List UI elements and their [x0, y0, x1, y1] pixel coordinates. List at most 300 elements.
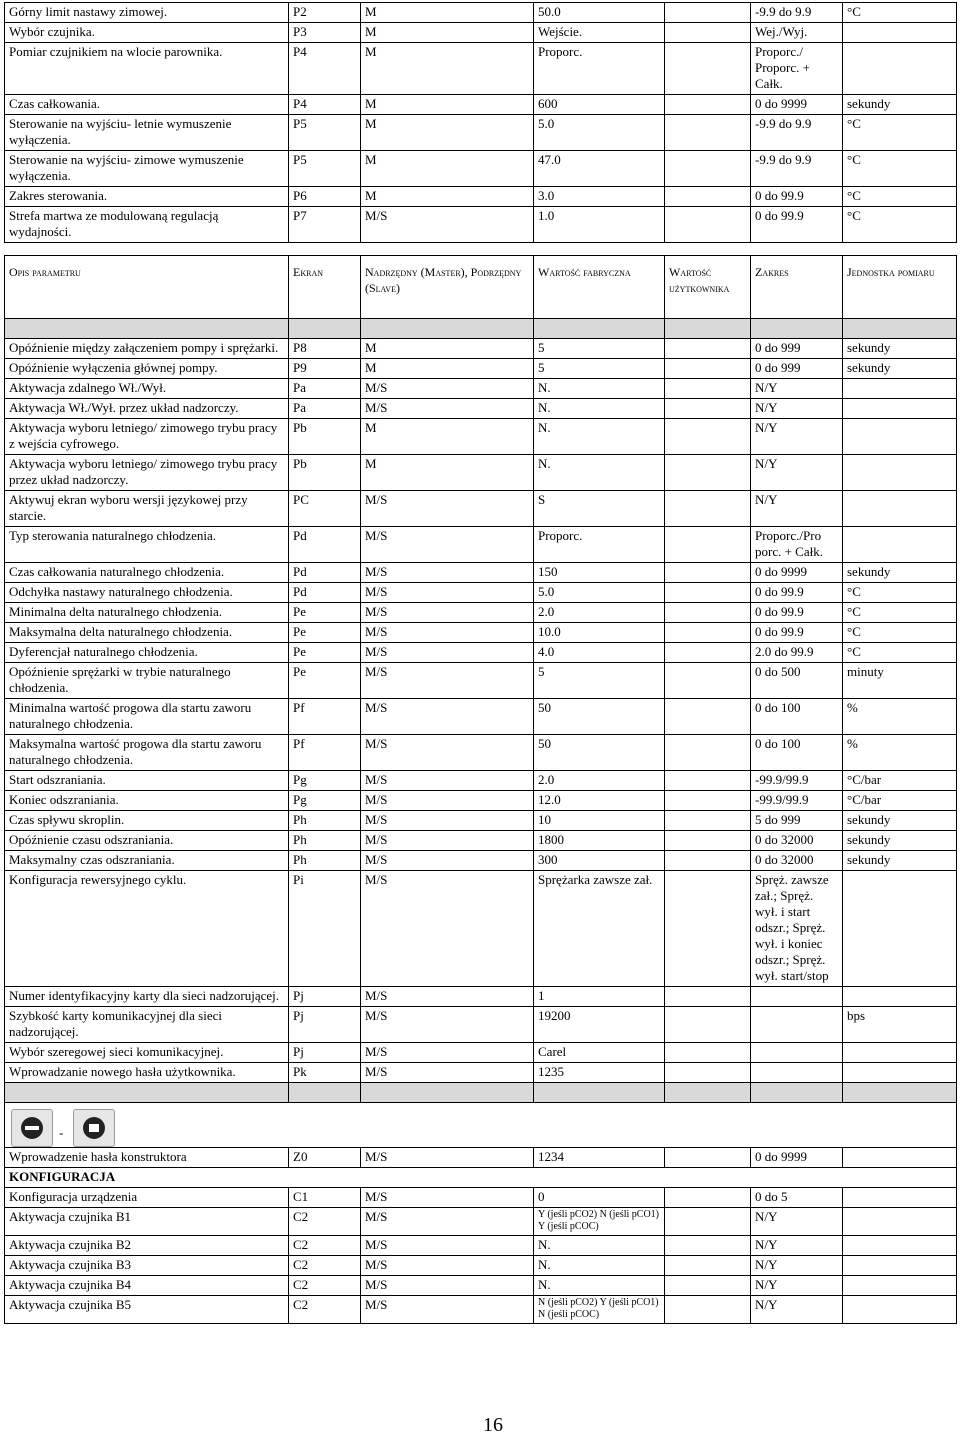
cell-jednostka: sekundy: [843, 359, 957, 379]
cell-opis: Wybór szeregowej sieci komunikacyjnej.: [5, 1043, 289, 1063]
cell-tryb: M: [361, 151, 534, 187]
cell-fabryczna: 150: [534, 563, 665, 583]
cell-opis: Aktywacja czujnika B5: [5, 1296, 289, 1324]
cell-fabryczna: Carel: [534, 1043, 665, 1063]
table-row: [5, 735, 957, 771]
table-row: [5, 95, 957, 115]
table-row: [5, 1063, 957, 1083]
cell-ekran: Ph: [289, 811, 361, 831]
minus-key-icon: [11, 1109, 53, 1147]
table-row: [5, 1007, 957, 1043]
cell-tryb: M/S: [361, 207, 534, 243]
table-row: [5, 1296, 957, 1324]
cell-fabryczna: 4.0: [534, 643, 665, 663]
cell-opis: Typ sterowania naturalnego chłodzenia.: [5, 527, 289, 563]
icons-caption: -: [59, 1125, 64, 1140]
table-row: [5, 563, 957, 583]
cell-uzytkownika: [665, 1256, 751, 1276]
cell-ekran: P5: [289, 115, 361, 151]
cell-fabryczna: S: [534, 491, 665, 527]
cell-tryb: M/S: [361, 987, 534, 1007]
cell-zakres: 0 do 99.9: [751, 207, 843, 243]
cell-ekran: Pj: [289, 1007, 361, 1043]
table-row: [5, 23, 957, 43]
cell-fabryczna: 0: [534, 1188, 665, 1208]
cell-zakres: N/Y: [751, 1236, 843, 1256]
cell-tryb: M: [361, 339, 534, 359]
cell-zakres: 0 do 32000: [751, 851, 843, 871]
cell-zakres: 0 do 9999: [751, 563, 843, 583]
cell-tryb: M/S: [361, 379, 534, 399]
cell-ekran: C2: [289, 1236, 361, 1256]
cell-zakres: N/Y: [751, 491, 843, 527]
cell-uzytkownika: [665, 1208, 751, 1236]
cell-tryb: M/S: [361, 491, 534, 527]
cell-opis: Aktywacja wyboru letniego/ zimowego trybu pracy z wejścia cyfrowego.: [5, 419, 289, 455]
cell-ekran: P8: [289, 339, 361, 359]
table-row: [5, 1256, 957, 1276]
cell-ekran: Pi: [289, 871, 361, 987]
cell-ekran: Pa: [289, 379, 361, 399]
cell-ekran: Pb: [289, 419, 361, 455]
table-row: [5, 1276, 957, 1296]
cell-ekran: Pe: [289, 663, 361, 699]
cell-fabryczna: 2.0: [534, 771, 665, 791]
cell-fabryczna: Y (jeśli pCO2) N (jeśli pCO1) Y (jeśli pCOC): [534, 1208, 665, 1236]
cell-opis: Aktywacja czujnika B3: [5, 1256, 289, 1276]
cell-uzytkownika: [665, 455, 751, 491]
cell-tryb: M/S: [361, 1236, 534, 1256]
cell-tryb: M/S: [361, 663, 534, 699]
cell-fabryczna: 5: [534, 663, 665, 699]
table-row: [5, 491, 957, 527]
cell-jednostka: °C: [843, 115, 957, 151]
cell-fabryczna: 1234: [534, 1148, 665, 1168]
cell-jednostka: [843, 455, 957, 491]
cell-fabryczna: N.: [534, 399, 665, 419]
page-number: 16: [483, 1414, 503, 1436]
cell-ekran: C2: [289, 1256, 361, 1276]
cell-uzytkownika: [665, 603, 751, 623]
cell-zakres: Proporc./ Proporc. + Całk.: [751, 43, 843, 95]
cell-jednostka: sekundy: [843, 563, 957, 583]
cell-ekran: Pe: [289, 623, 361, 643]
cell-fabryczna: 3.0: [534, 187, 665, 207]
cell-zakres: N/Y: [751, 419, 843, 455]
cell-jednostka: [843, 419, 957, 455]
cell-fabryczna: N.: [534, 419, 665, 455]
table-row: [5, 811, 957, 831]
header-zakres: Zakres: [751, 256, 843, 319]
cell-zakres: 5 do 999: [751, 811, 843, 831]
cell-jednostka: [843, 43, 957, 95]
cell-zakres: 0 do 500: [751, 663, 843, 699]
cell-tryb: M/S: [361, 771, 534, 791]
cell-tryb: M/S: [361, 1208, 534, 1236]
cell-uzytkownika: [665, 207, 751, 243]
cell-ekran: P2: [289, 3, 361, 23]
cell-opis: Opóźnienie czasu odszraniania.: [5, 831, 289, 851]
cell-uzytkownika: [665, 1043, 751, 1063]
cell-ekran: P3: [289, 23, 361, 43]
cell-ekran: P5: [289, 151, 361, 187]
cell-tryb: M/S: [361, 399, 534, 419]
cell-tryb: M: [361, 3, 534, 23]
cell-ekran: P4: [289, 43, 361, 95]
cell-fabryczna: 2.0: [534, 603, 665, 623]
cell-jednostka: sekundy: [843, 339, 957, 359]
cell-uzytkownika: [665, 1188, 751, 1208]
table-row: [5, 643, 957, 663]
cell-fabryczna: N.: [534, 1276, 665, 1296]
cell-ekran: Pe: [289, 603, 361, 623]
cell-opis: Opóźnienie wyłączenia głównej pompy.: [5, 359, 289, 379]
table-row: [5, 1043, 957, 1063]
cell-tryb: M: [361, 359, 534, 379]
cell-tryb: M/S: [361, 1007, 534, 1043]
cell-opis: Czas spływu skroplin.: [5, 811, 289, 831]
cell-opis: Aktywacja czujnika B4: [5, 1276, 289, 1296]
cell-opis: Sterowanie na wyjściu- letnie wymuszenie wyłączenia.: [5, 115, 289, 151]
cell-ekran: Pe: [289, 643, 361, 663]
cell-uzytkownika: [665, 527, 751, 563]
cell-uzytkownika: [665, 1236, 751, 1256]
cell-ekran: Pa: [289, 399, 361, 419]
table-row: [5, 207, 957, 243]
cell-uzytkownika: [665, 851, 751, 871]
cell-jednostka: °C: [843, 603, 957, 623]
cell-tryb: M/S: [361, 791, 534, 811]
cell-jednostka: [843, 871, 957, 987]
cell-jednostka: [843, 1063, 957, 1083]
cell-jednostka: sekundy: [843, 831, 957, 851]
table-row: [5, 987, 957, 1007]
cell-uzytkownika: [665, 623, 751, 643]
cell-ekran: PC: [289, 491, 361, 527]
cell-opis: Wprowadzanie nowego hasła użytkownika.: [5, 1063, 289, 1083]
cell-uzytkownika: [665, 3, 751, 23]
cell-uzytkownika: [665, 399, 751, 419]
cell-uzytkownika: [665, 43, 751, 95]
cell-ekran: Pg: [289, 791, 361, 811]
cell-uzytkownika: [665, 1296, 751, 1324]
cell-uzytkownika: [665, 791, 751, 811]
cell-jednostka: °C: [843, 583, 957, 603]
cell-fabryczna: 12.0: [534, 791, 665, 811]
cell-jednostka: °C: [843, 207, 957, 243]
separator-row: [5, 1083, 957, 1103]
cell-jednostka: %: [843, 735, 957, 771]
cell-fabryczna: 50: [534, 735, 665, 771]
cell-uzytkownika: [665, 735, 751, 771]
cell-ekran: Ph: [289, 831, 361, 851]
cell-fabryczna: N.: [534, 1256, 665, 1276]
table-row: [5, 771, 957, 791]
cell-uzytkownika: [665, 831, 751, 851]
cell-jednostka: sekundy: [843, 811, 957, 831]
cell-opis: Konfiguracja rewersyjnego cyklu.: [5, 871, 289, 987]
cell-opis: Opóźnienie sprężarki w trybie naturalnego chłodzenia.: [5, 663, 289, 699]
cell-opis: Aktywacja czujnika B2: [5, 1236, 289, 1256]
table-row: [5, 359, 957, 379]
cell-ekran: Z0: [289, 1148, 361, 1168]
cell-fabryczna: 50: [534, 699, 665, 735]
cell-zakres: -9.9 do 9.9: [751, 151, 843, 187]
cell-tryb: M/S: [361, 623, 534, 643]
cell-tryb: M/S: [361, 1188, 534, 1208]
table-row: [5, 663, 957, 699]
cell-ekran: C2: [289, 1276, 361, 1296]
cell-ekran: Pf: [289, 699, 361, 735]
cell-ekran: Pg: [289, 771, 361, 791]
cell-zakres: 0 do 99.9: [751, 583, 843, 603]
cell-opis: Dyferencjał naturalnego chłodzenia.: [5, 643, 289, 663]
cell-zakres: 0 do 32000: [751, 831, 843, 851]
cell-ekran: Pd: [289, 563, 361, 583]
cell-opis: Czas całkowania naturalnego chłodzenia.: [5, 563, 289, 583]
cell-jednostka: [843, 527, 957, 563]
cell-uzytkownika: [665, 771, 751, 791]
cell-jednostka: sekundy: [843, 851, 957, 871]
cell-uzytkownika: [665, 583, 751, 603]
cell-fabryczna: 50.0: [534, 3, 665, 23]
enter-key-icon: [73, 1109, 115, 1147]
cell-opis: Wprowadzenie hasła konstruktora: [5, 1148, 289, 1168]
cell-zakres: -9.9 do 9.9: [751, 3, 843, 23]
table-row: [5, 871, 957, 987]
cell-opis: Pomiar czujnikiem na wlocie parownika.: [5, 43, 289, 95]
cell-zakres: N/Y: [751, 1276, 843, 1296]
table-row: [5, 831, 957, 851]
table-row: [5, 603, 957, 623]
cell-uzytkownika: [665, 379, 751, 399]
cell-tryb: M/S: [361, 831, 534, 851]
cell-fabryczna: 5: [534, 339, 665, 359]
table-row: [5, 187, 957, 207]
cell-zakres: N/Y: [751, 399, 843, 419]
cell-opis: Aktywacja czujnika B1: [5, 1208, 289, 1236]
table-row: [5, 455, 957, 491]
cell-tryb: M: [361, 455, 534, 491]
table-row: [5, 399, 957, 419]
table-row: [5, 379, 957, 399]
table-row: [5, 699, 957, 735]
cell-opis: Koniec odszraniania.: [5, 791, 289, 811]
table-row: [5, 791, 957, 811]
cell-tryb: M: [361, 23, 534, 43]
cell-fabryczna: 5.0: [534, 583, 665, 603]
cell-jednostka: bps: [843, 1007, 957, 1043]
cell-zakres: N/Y: [751, 455, 843, 491]
cell-uzytkownika: [665, 563, 751, 583]
cell-jednostka: [843, 399, 957, 419]
cell-fabryczna: 1: [534, 987, 665, 1007]
cell-opis: Odchyłka nastawy naturalnego chłodzenia.: [5, 583, 289, 603]
cell-ekran: Pf: [289, 735, 361, 771]
cell-opis: Strefa martwa ze modulowaną regulacją wydajności.: [5, 207, 289, 243]
cell-ekran: C1: [289, 1188, 361, 1208]
table-row: [5, 1188, 957, 1208]
table-header-row: [5, 256, 957, 319]
cell-opis: Sterowanie na wyjściu- zimowe wymuszenie wyłączenia.: [5, 151, 289, 187]
cell-tryb: M: [361, 419, 534, 455]
cell-uzytkownika: [665, 339, 751, 359]
cell-opis: Górny limit nastawy zimowej.: [5, 3, 289, 23]
separator-row: [5, 319, 957, 339]
cell-zakres: N/Y: [751, 379, 843, 399]
cell-tryb: M/S: [361, 1276, 534, 1296]
cell-jednostka: %: [843, 699, 957, 735]
cell-tryb: M/S: [361, 603, 534, 623]
cell-ekran: Ph: [289, 851, 361, 871]
cell-uzytkownika: [665, 871, 751, 987]
cell-fabryczna: 300: [534, 851, 665, 871]
cell-zakres: N/Y: [751, 1296, 843, 1324]
header-opis: Opis parametru: [5, 256, 289, 319]
parameters-table-main: [4, 255, 957, 1324]
cell-fabryczna: 1235: [534, 1063, 665, 1083]
cell-opis: Zakres sterowania.: [5, 187, 289, 207]
cell-fabryczna: Wejście.: [534, 23, 665, 43]
cell-uzytkownika: [665, 1276, 751, 1296]
cell-opis: Maksymalna delta naturalnego chłodzenia.: [5, 623, 289, 643]
cell-tryb: M: [361, 187, 534, 207]
cell-fabryczna: N.: [534, 455, 665, 491]
cell-zakres: Wej./Wyj.: [751, 23, 843, 43]
cell-jednostka: [843, 1208, 957, 1236]
cell-uzytkownika: [665, 699, 751, 735]
cell-uzytkownika: [665, 151, 751, 187]
cell-opis: Maksymalna wartość progowa dla startu zaworu naturalnego chłodzenia.: [5, 735, 289, 771]
cell-jednostka: °C: [843, 187, 957, 207]
cell-fabryczna: Sprężarka zawsze zał.: [534, 871, 665, 987]
cell-ekran: Pj: [289, 1043, 361, 1063]
cell-zakres: Proporc./Pro porc. + Całk.: [751, 527, 843, 563]
cell-tryb: M/S: [361, 871, 534, 987]
cell-fabryczna: 1800: [534, 831, 665, 851]
cell-tryb: M/S: [361, 1296, 534, 1324]
cell-zakres: N/Y: [751, 1256, 843, 1276]
cell-fabryczna: 19200: [534, 1007, 665, 1043]
header-fabryczna: Wartość fabryczna: [534, 256, 665, 319]
cell-uzytkownika: [665, 491, 751, 527]
cell-zakres: 0 do 9999: [751, 95, 843, 115]
cell-jednostka: [843, 1148, 957, 1168]
table-row: [5, 623, 957, 643]
cell-opis: Aktywacja Wł./Wył. przez układ nadzorczy.: [5, 399, 289, 419]
cell-zakres: [751, 1063, 843, 1083]
cell-tryb: M/S: [361, 527, 534, 563]
cell-ekran: Pk: [289, 1063, 361, 1083]
cell-jednostka: [843, 491, 957, 527]
table-row: [5, 115, 957, 151]
cell-zakres: 0 do 999: [751, 339, 843, 359]
cell-opis: Wybór czujnika.: [5, 23, 289, 43]
cell-ekran: P9: [289, 359, 361, 379]
cell-jednostka: [843, 1256, 957, 1276]
cell-zakres: 2.0 do 99.9: [751, 643, 843, 663]
table-row: [5, 1236, 957, 1256]
table-row: [5, 339, 957, 359]
cell-ekran: Pj: [289, 987, 361, 1007]
cell-fabryczna: 5: [534, 359, 665, 379]
cell-uzytkownika: [665, 419, 751, 455]
cell-zakres: -99.9/99.9: [751, 791, 843, 811]
cell-zakres: 0 do 100: [751, 699, 843, 735]
parameters-table-top: [4, 2, 957, 243]
cell-jednostka: °C: [843, 3, 957, 23]
cell-opis: Czas całkowania.: [5, 95, 289, 115]
cell-jednostka: °C: [843, 643, 957, 663]
cell-fabryczna: N.: [534, 379, 665, 399]
cell-tryb: M/S: [361, 851, 534, 871]
table-row: [5, 527, 957, 563]
cell-zakres: [751, 987, 843, 1007]
cell-ekran: P6: [289, 187, 361, 207]
cell-fabryczna: 47.0: [534, 151, 665, 187]
cell-opis: Numer identyfikacyjny karty dla sieci nadzorującej.: [5, 987, 289, 1007]
cell-zakres: -9.9 do 9.9: [751, 115, 843, 151]
table-row: [5, 851, 957, 871]
cell-zakres: 0 do 99.9: [751, 187, 843, 207]
cell-jednostka: °C: [843, 623, 957, 643]
cell-tryb: M/S: [361, 1043, 534, 1063]
cell-fabryczna: 5.0: [534, 115, 665, 151]
table-row: [5, 1208, 957, 1236]
cell-fabryczna: 10.0: [534, 623, 665, 643]
cell-tryb: M/S: [361, 1063, 534, 1083]
icons-cell: [5, 1103, 957, 1148]
table-row: [5, 419, 957, 455]
icons-row: [5, 1103, 957, 1148]
cell-opis: Szybkość karty komunikacyjnej dla sieci nadzorującej.: [5, 1007, 289, 1043]
cell-zakres: N/Y: [751, 1208, 843, 1236]
cell-jednostka: minuty: [843, 663, 957, 699]
cell-fabryczna: Proporc.: [534, 527, 665, 563]
cell-tryb: M/S: [361, 811, 534, 831]
cell-uzytkownika: [665, 987, 751, 1007]
cell-fabryczna: N (jeśli pCO2) Y (jeśli pCO1) N (jeśli pCOC): [534, 1296, 665, 1324]
cell-jednostka: °C: [843, 151, 957, 187]
cell-jednostka: [843, 987, 957, 1007]
cell-uzytkownika: [665, 359, 751, 379]
section-row: [5, 1168, 957, 1188]
cell-tryb: M/S: [361, 699, 534, 735]
cell-zakres: [751, 1043, 843, 1063]
cell-tryb: M: [361, 43, 534, 95]
cell-uzytkownika: [665, 115, 751, 151]
cell-ekran: P4: [289, 95, 361, 115]
cell-zakres: [751, 1007, 843, 1043]
cell-jednostka: °C/bar: [843, 771, 957, 791]
cell-ekran: Pd: [289, 527, 361, 563]
cell-ekran: P7: [289, 207, 361, 243]
cell-ekran: C2: [289, 1208, 361, 1236]
cell-tryb: M/S: [361, 563, 534, 583]
cell-jednostka: [843, 23, 957, 43]
cell-uzytkownika: [665, 663, 751, 699]
cell-opis: Konfiguracja urządzenia: [5, 1188, 289, 1208]
table-row: [5, 3, 957, 23]
cell-zakres: 0 do 999: [751, 359, 843, 379]
cell-fabryczna: 1.0: [534, 207, 665, 243]
cell-uzytkownika: [665, 643, 751, 663]
table-row: [5, 151, 957, 187]
table-row: [5, 1148, 957, 1168]
cell-jednostka: [843, 1236, 957, 1256]
cell-uzytkownika: [665, 1148, 751, 1168]
cell-tryb: M/S: [361, 1256, 534, 1276]
